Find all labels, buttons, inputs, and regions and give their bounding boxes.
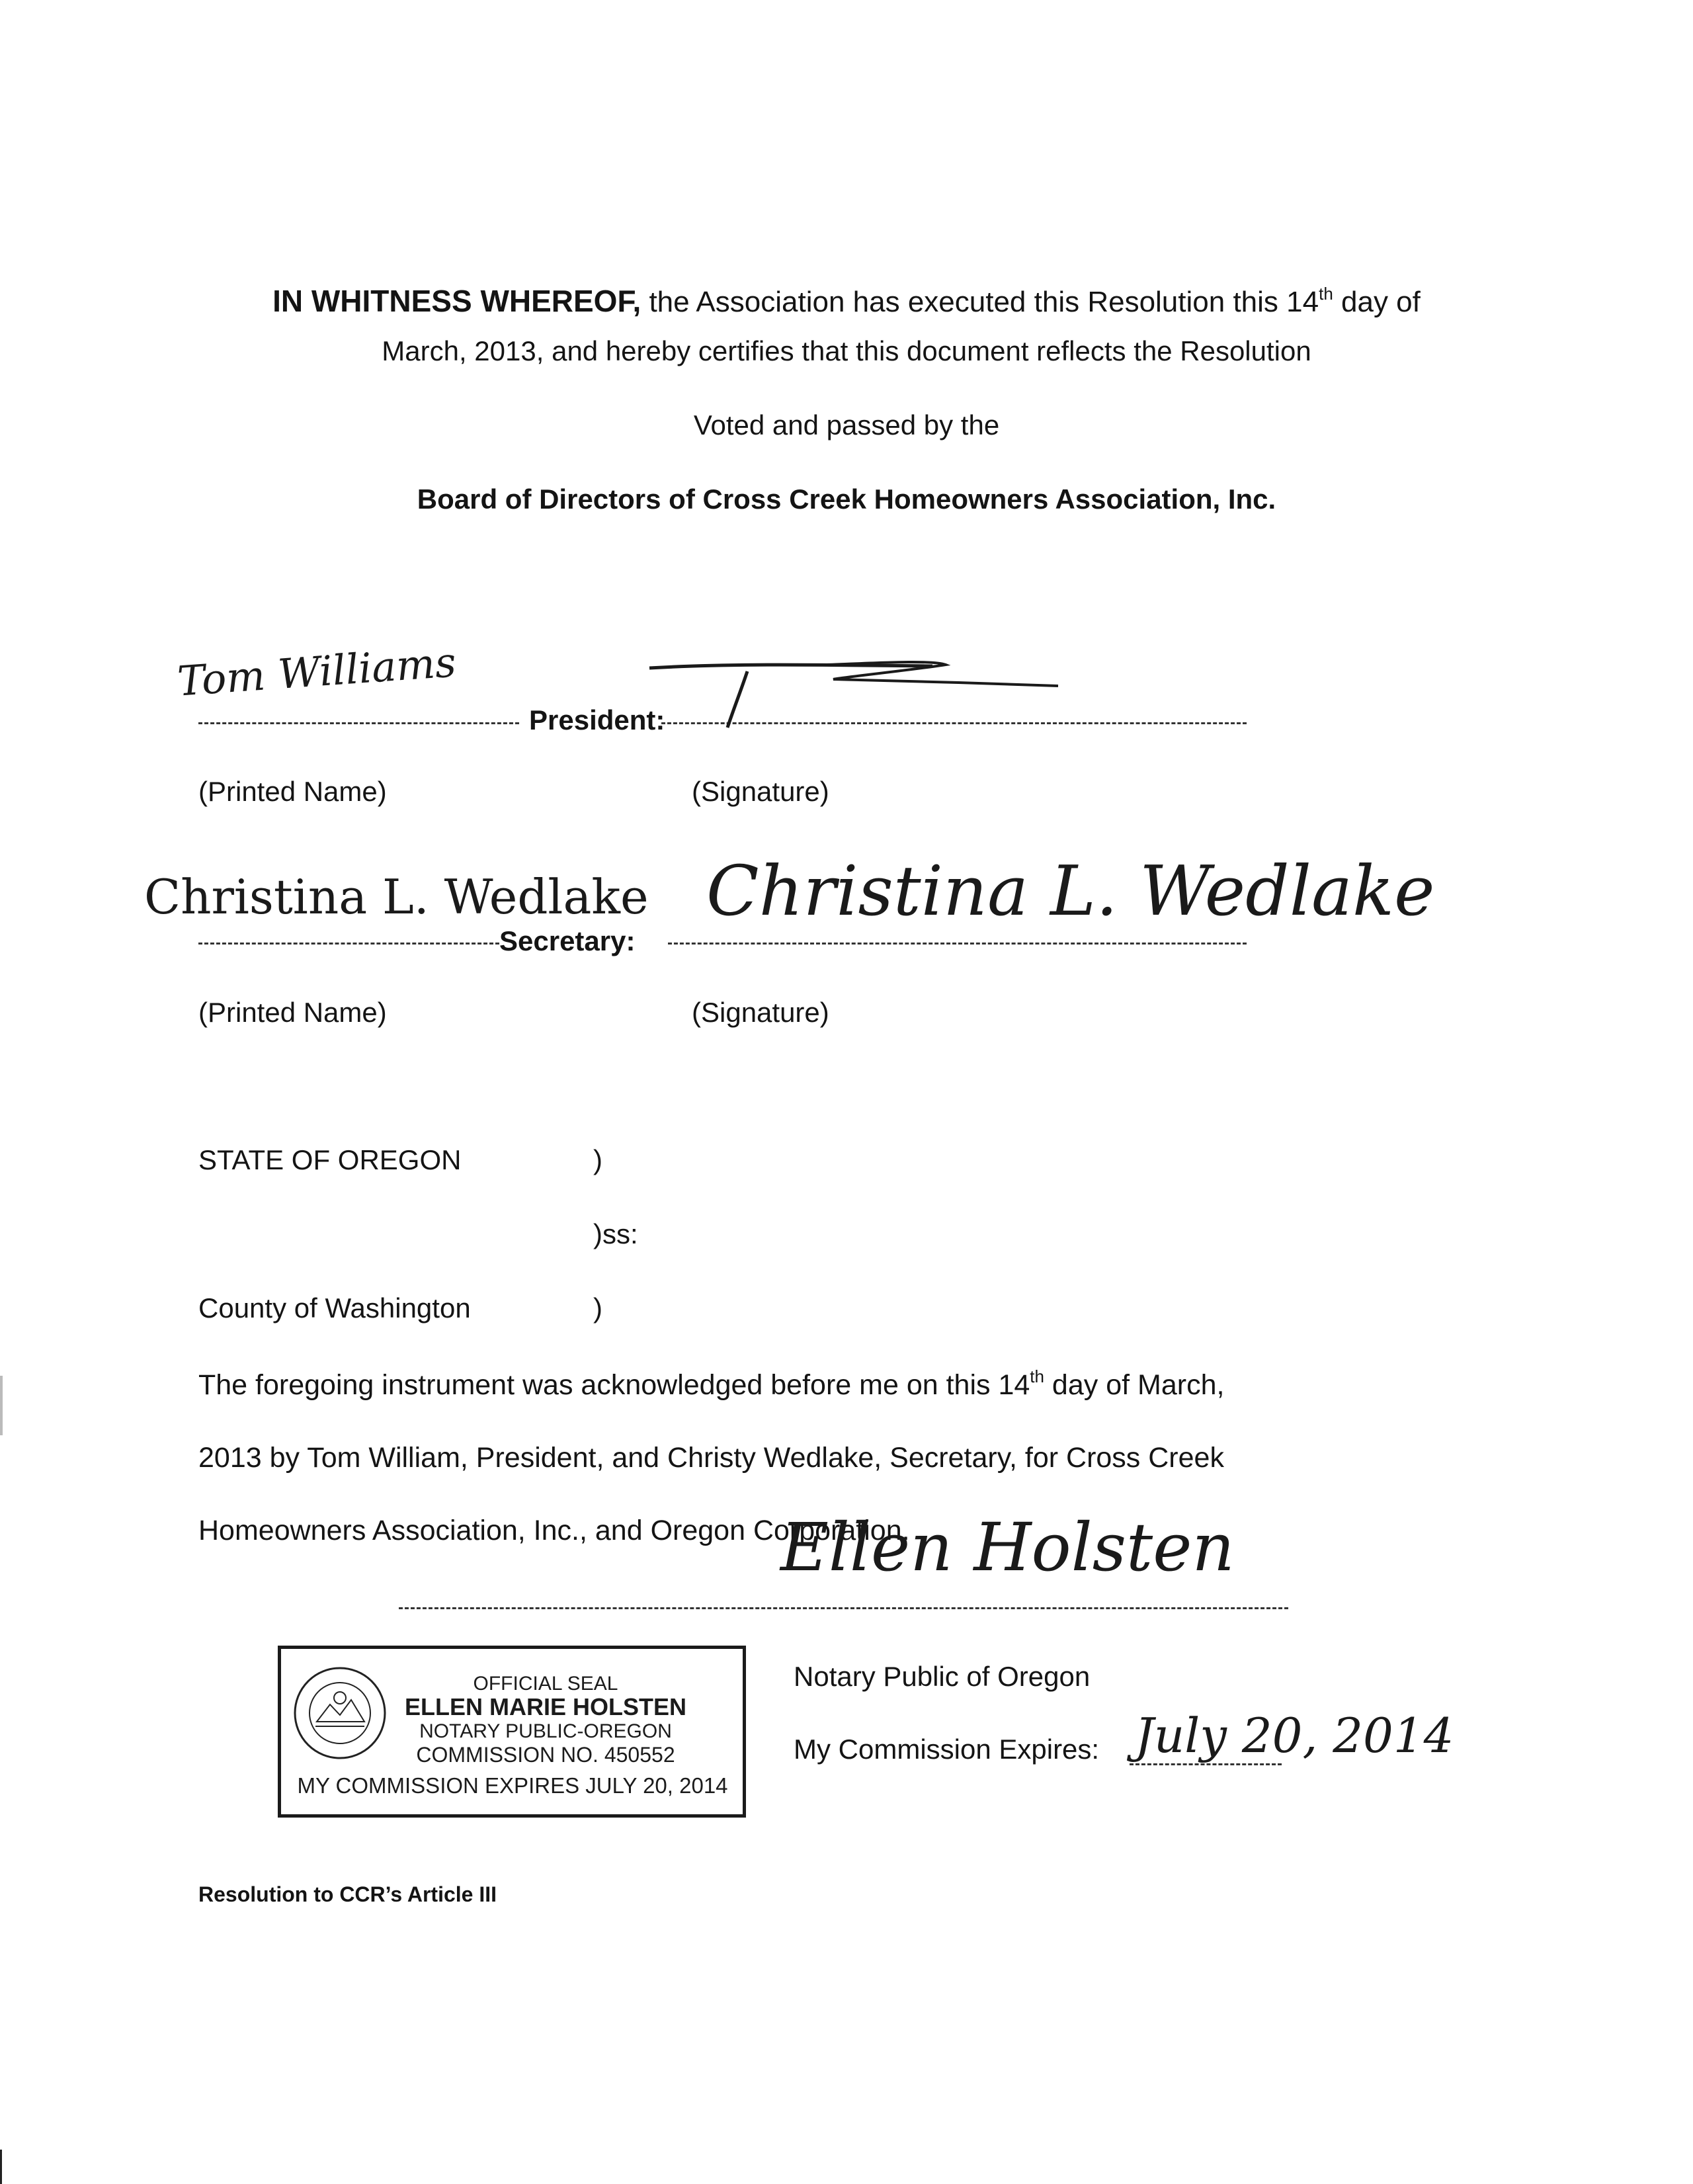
county-of-washington: County of Washington <box>198 1292 471 1323</box>
president-label: President: <box>529 704 665 735</box>
state-of-oregon: STATE OF OREGON <box>198 1144 462 1175</box>
commission-expires-handwritten-date: July 20, 2014 <box>1135 1708 1454 1763</box>
venue-paren-1: ) <box>593 1144 602 1175</box>
scan-edge-mark <box>0 1376 3 1435</box>
notary-signature-line <box>399 1607 1288 1609</box>
secretary-signature-caption: (Signature) <box>692 997 829 1028</box>
commission-date-line <box>1130 1763 1282 1765</box>
secretary-label: Secretary: <box>499 925 636 956</box>
president-signature-caption: (Signature) <box>692 776 829 807</box>
heading-ordinal: th <box>1319 284 1333 304</box>
seal-commission-expires: MY COMMISSION EXPIRES JULY 20, 2014 <box>297 1773 728 1798</box>
secretary-name-line <box>198 943 499 945</box>
secretary-signature-line <box>668 943 1247 945</box>
secretary-handwritten-signature: Christina L. Wedlake <box>706 851 1435 931</box>
president-printed-name-caption: (Printed Name) <box>198 776 387 807</box>
president-handwritten-name: Tom Williams <box>175 638 458 706</box>
president-signature-mark <box>648 651 1071 731</box>
seal-notary-name: ELLEN MARIE HOLSTEN <box>404 1693 686 1720</box>
seal-official-seal: OFFICIAL SEAL <box>473 1673 618 1695</box>
seal-notary-public: NOTARY PUBLIC-OREGON <box>419 1720 672 1742</box>
heading-line-2: March, 2013, and hereby certifies that this document reflects the Resolution <box>382 335 1311 366</box>
venue-ss: )ss: <box>593 1218 638 1249</box>
heading-text: the Association has executed this Resolution this 14 <box>641 286 1319 318</box>
heading-line-3: Voted and passed by the <box>693 409 1000 441</box>
secretary-handwritten-name: Christina L. Wedlake <box>144 869 649 925</box>
seal-commission-number: COMMISSION NO. 450552 <box>416 1743 675 1767</box>
notary-seal-stamp <box>278 1646 746 1818</box>
venue-paren-2: ) <box>593 1292 602 1323</box>
notary-public-title: Notary Public of Oregon <box>794 1661 1091 1692</box>
heading-text-end: day of <box>1333 286 1421 318</box>
acknowledgment-line-2: 2013 by Tom William, President, and Christy Wedlake, Secretary, for Cross Creek <box>198 1442 1224 1474</box>
board-title: Board of Directors of Cross Creek Homeowners Association, Inc. <box>417 483 1276 515</box>
acknowledgment-line-3: Homeowners Association, Inc., and Oregon Corporation. <box>198 1515 910 1546</box>
secretary-printed-name-caption: (Printed Name) <box>198 997 387 1028</box>
heading-line-1 <box>0 286 1693 317</box>
heading-lead: IN WHITNESS WHEREOF, <box>272 284 641 318</box>
footer-document-reference: Resolution to CCR’s Article III <box>198 1882 497 1906</box>
acknowledgment-line-1: The foregoing instrument was acknowledged before me on this 14th day of March, <box>198 1366 1225 1401</box>
notary-handwritten-signature: Ellen Holsten <box>780 1509 1235 1586</box>
scan-edge-mark <box>0 2150 2 2184</box>
president-name-line <box>198 722 519 724</box>
commission-expires-label: My Commission Expires: <box>794 1734 1100 1765</box>
